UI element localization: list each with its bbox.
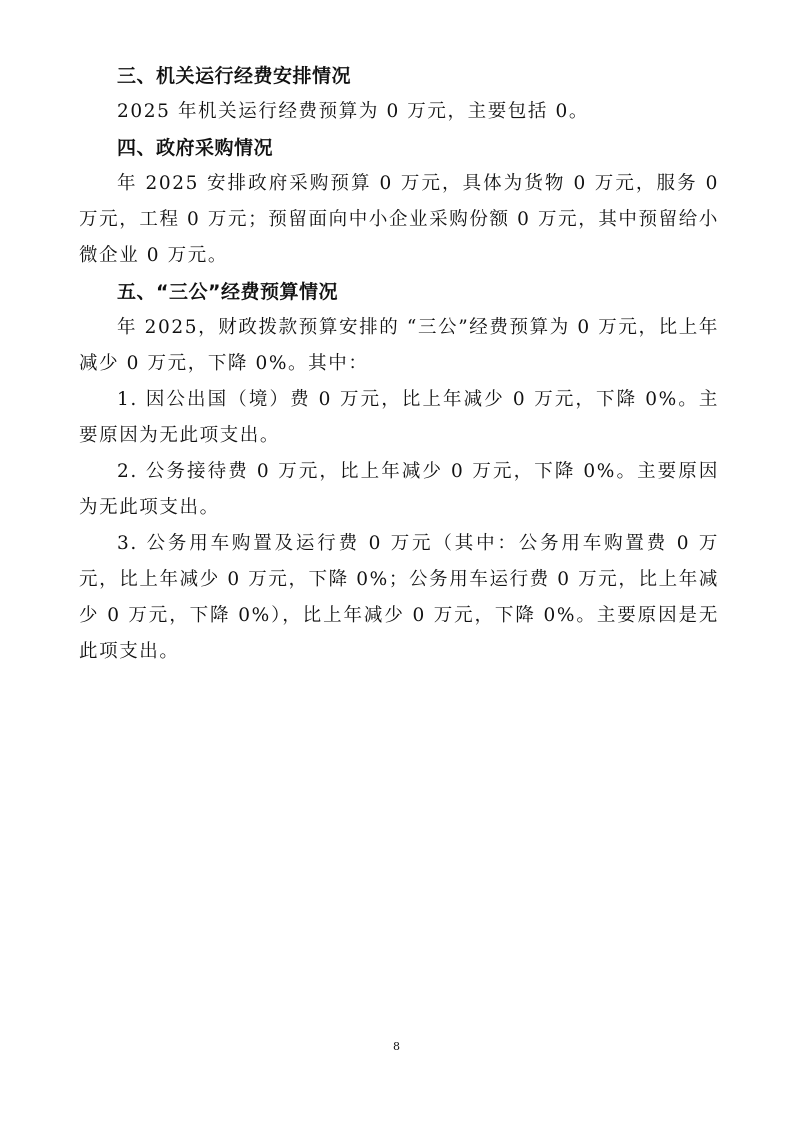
section-government-procurement	[79, 130, 719, 274]
section-heading: 三、机关运行经费安排情况	[117, 65, 352, 87]
list-item-official-reception: 2. 公务接待费 0 万元，比上年减少 0 万元，下降 0%。主要原因为无此项支出。	[79, 461, 719, 518]
body-paragraph: 2025 年机关运行经费预算为 0 万元，主要包括 0。	[117, 101, 589, 122]
list-item-official-vehicles: 3. 公务用车购置及运行费 0 万元（其中：公务用车购置费 0 万元，比上年减少 0 万元，下降 0%；公务用车运行费 0 万元，比上年减少 0 万元，下降 0%），比上年减少 0 万元，下降 0%。主要原因是无此项支出。	[79, 533, 719, 662]
body-paragraph: 年 2025，财政拨款预算安排的 “三公”经费预算为 0 万元，比上年减少 0 万元，下降 0%。其中：	[79, 317, 719, 374]
section-heading: 四、政府采购情况	[117, 137, 274, 159]
section-three-public-expenses	[79, 274, 719, 670]
list-item-overseas-travel: 1. 因公出国（境）费 0 万元，比上年减少 0 万元，下降 0%。主要原因为无此项支出。	[79, 389, 719, 446]
section-operating-expenses	[79, 58, 719, 130]
page-number: 8	[393, 1040, 400, 1053]
section-heading: 五、“三公”经费预算情况	[117, 281, 338, 303]
document-body	[79, 58, 719, 670]
body-paragraph: 年 2025 安排政府采购预算 0 万元，具体为货物 0 万元，服务 0 万元，工程 0 万元；预留面向中小企业采购份额 0 万元，其中预留给小微企业 0 万元。	[79, 173, 719, 266]
